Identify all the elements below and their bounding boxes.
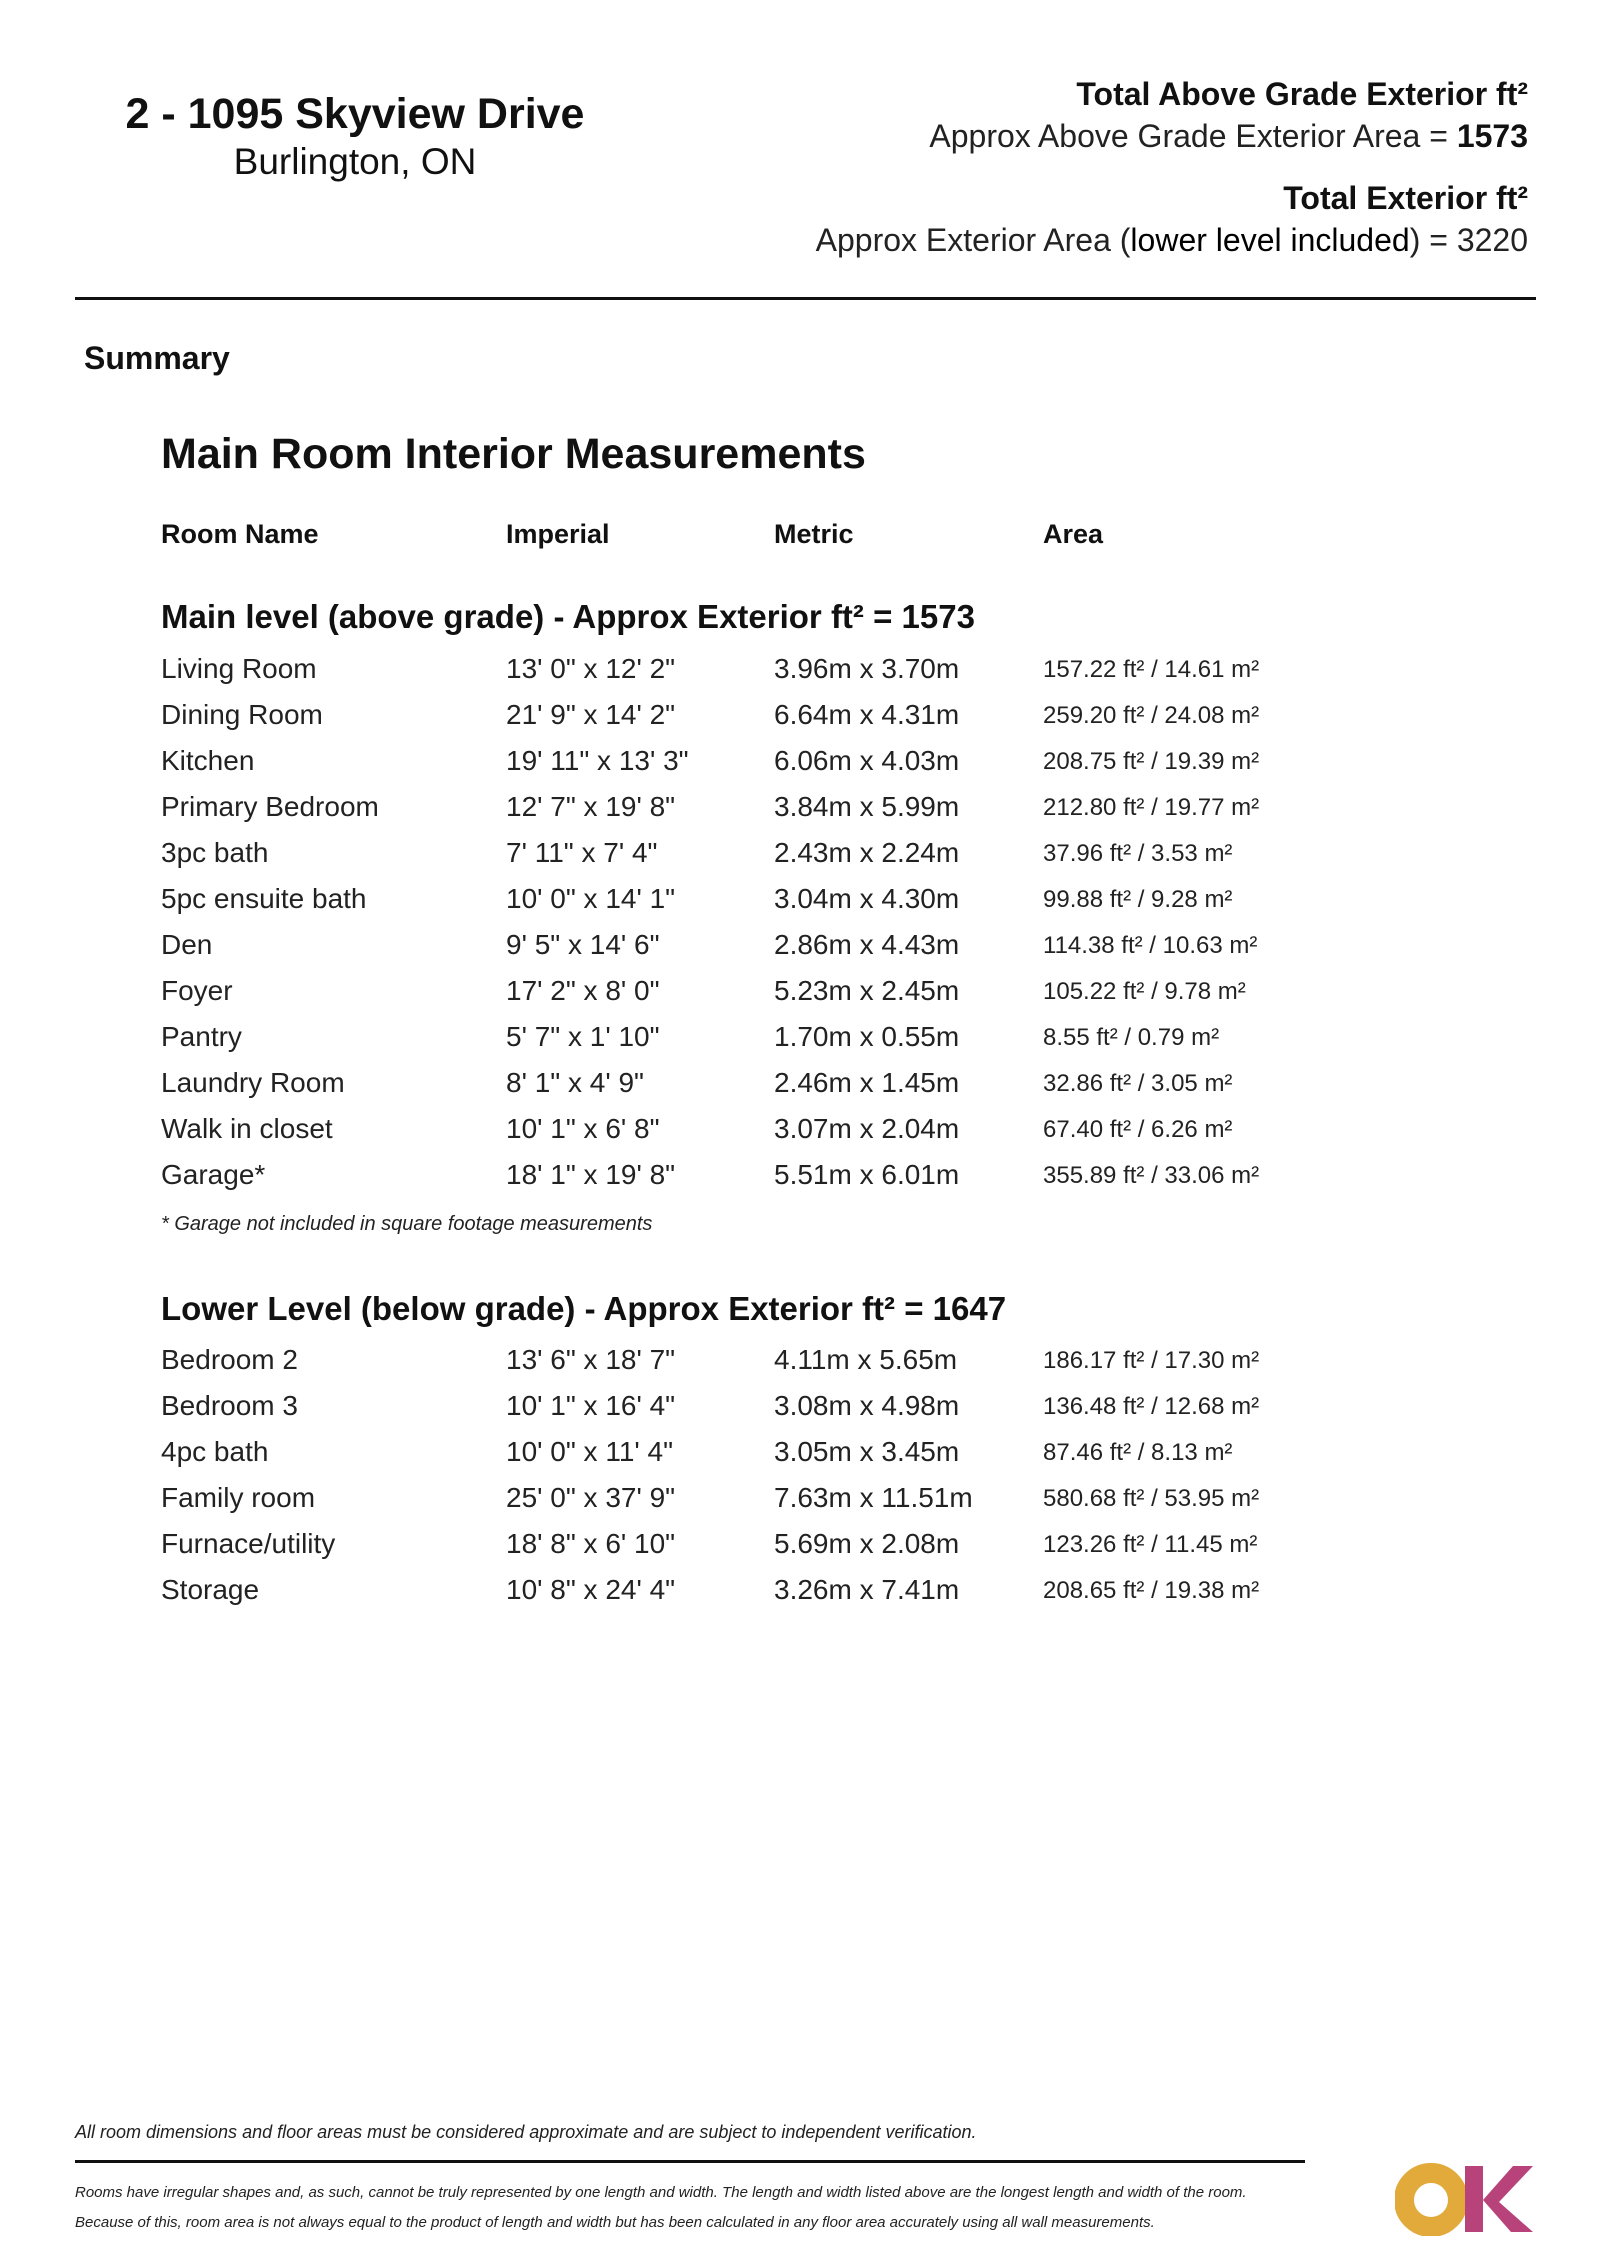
table-row <box>161 883 1361 929</box>
garage-note: * Garage not included in square footage measurements <box>161 1213 653 1235</box>
fine-print-1: Rooms have irregular shapes and, as such, cannot be truly represented by one length and width. The length and width listed above are the longest length and width of the room. <box>75 2184 1247 2201</box>
room-name: 5pc ensuite bath <box>161 883 367 914</box>
room-imperial: 8' 1" x 4' 9" <box>506 1067 644 1098</box>
room-metric: 3.08m x 4.98m <box>774 1390 960 1421</box>
room-name: Den <box>161 929 213 960</box>
table-row <box>161 1021 1361 1067</box>
total-label-pre: Approx Exterior Area ( <box>815 222 1131 258</box>
room-imperial: 10' 0" x 14' 1" <box>506 883 676 914</box>
area-totals <box>816 74 1528 262</box>
total-label-post: ) = 3220 <box>1409 222 1528 258</box>
room-name: Pantry <box>161 1021 242 1052</box>
room-imperial: 13' 6" x 18' 7" <box>506 1344 676 1375</box>
logo-k-stem <box>1465 2166 1483 2232</box>
room-metric: 3.04m x 4.30m <box>774 883 960 914</box>
property-address: 2 - 1095 Skyview Drive <box>125 90 585 138</box>
room-imperial: 9' 5" x 14' 6" <box>506 929 660 960</box>
table-row <box>161 1067 1361 1113</box>
room-metric: 6.64m x 4.31m <box>774 699 960 730</box>
footer-divider <box>75 2160 1305 2163</box>
room-imperial: 10' 0" x 11' 4" <box>506 1436 674 1467</box>
room-name: 3pc bath <box>161 837 269 868</box>
room-metric: 7.63m x 11.51m <box>774 1482 973 1513</box>
room-area: 259.20 ft² / 24.08 m² <box>1043 702 1260 729</box>
room-metric: 2.43m x 2.24m <box>774 837 960 868</box>
table-row <box>161 1482 1361 1528</box>
room-name: Walk in closet <box>161 1113 333 1144</box>
room-area: 186.17 ft² / 17.30 m² <box>1043 1347 1260 1374</box>
room-metric: 3.26m x 7.41m <box>774 1574 960 1605</box>
room-metric: 1.70m x 0.55m <box>774 1021 960 1052</box>
room-name: Bedroom 2 <box>161 1344 298 1375</box>
room-imperial: 10' 1" x 6' 8" <box>506 1113 660 1144</box>
room-name: Bedroom 3 <box>161 1390 298 1421</box>
room-area: 87.46 ft² / 8.13 m² <box>1043 1439 1233 1466</box>
table-row <box>161 1344 1361 1390</box>
property-city: Burlington, ON <box>233 141 477 182</box>
room-imperial: 21' 9" x 14' 2" <box>506 699 676 730</box>
room-area: 580.68 ft² / 53.95 m² <box>1043 1485 1260 1512</box>
page-title: Main Room Interior Measurements <box>161 430 866 478</box>
above-grade-label: Approx Above Grade Exterior Area = <box>929 118 1457 154</box>
room-name: Family room <box>161 1482 316 1513</box>
property-header <box>80 88 630 184</box>
table-row <box>161 1390 1361 1436</box>
logo-k-arms <box>1483 2166 1533 2232</box>
room-metric: 5.23m x 2.45m <box>774 975 960 1006</box>
section-title-main-level: Main level (above grade) - Approx Exterior ft² = 1573 <box>161 598 975 635</box>
room-imperial: 13' 0" x 12' 2" <box>506 653 676 684</box>
column-header-area: Area <box>1043 519 1104 549</box>
room-imperial: 19' 11" x 13' 3" <box>506 745 689 776</box>
room-metric: 3.84m x 5.99m <box>774 791 960 822</box>
room-area: 208.65 ft² / 19.38 m² <box>1043 1577 1260 1604</box>
room-imperial: 17' 2" x 8' 0" <box>506 975 660 1006</box>
room-imperial: 25' 0" x 37' 9" <box>506 1482 676 1513</box>
room-area: 67.40 ft² / 6.26 m² <box>1043 1116 1233 1143</box>
room-area: 114.38 ft² / 10.63 m² <box>1043 932 1258 959</box>
room-area: 32.86 ft² / 3.05 m² <box>1043 1070 1233 1097</box>
table-row <box>161 699 1361 745</box>
above-grade-value: 1573 <box>1456 118 1528 154</box>
column-header-room: Room Name <box>161 519 319 549</box>
table-row <box>161 1436 1361 1482</box>
room-area: 208.75 ft² / 19.39 m² <box>1043 748 1260 775</box>
header-divider <box>75 297 1536 300</box>
room-area: 37.96 ft² / 3.53 m² <box>1043 840 1233 867</box>
column-header-imperial: Imperial <box>506 519 610 549</box>
room-metric: 3.07m x 2.04m <box>774 1113 960 1144</box>
room-name: Dining Room <box>161 699 323 730</box>
room-imperial: 7' 11" x 7' 4" <box>506 837 658 868</box>
room-area: 99.88 ft² / 9.28 m² <box>1043 886 1233 913</box>
room-metric: 4.11m x 5.65m <box>774 1344 958 1375</box>
table-row <box>161 1113 1361 1159</box>
table-row <box>161 791 1361 837</box>
room-metric: 5.69m x 2.08m <box>774 1528 960 1559</box>
room-name: Furnace/utility <box>161 1528 336 1559</box>
room-name: Foyer <box>161 975 233 1006</box>
fine-print-2: Because of this, room area is not always equal to the product of length and width but has been calculated in any floor area accurately using all wall measurements. <box>75 2214 1155 2231</box>
table-row <box>161 653 1361 699</box>
room-imperial: 18' 1" x 19' 8" <box>506 1159 676 1190</box>
table-row <box>161 975 1361 1021</box>
room-area: 157.22 ft² / 14.61 m² <box>1043 656 1260 683</box>
room-name: 4pc bath <box>161 1436 269 1467</box>
room-metric: 2.46m x 1.45m <box>774 1067 960 1098</box>
total-label-bold: lower level included <box>1130 222 1410 258</box>
column-header-metric: Metric <box>774 519 854 549</box>
room-name: Kitchen <box>161 745 255 776</box>
logo-o-shape <box>1404 2173 1458 2227</box>
section-title-lower-level: Lower Level (below grade) - Approx Exterior ft² = 1647 <box>161 1290 1007 1327</box>
room-imperial: 12' 7" x 19' 8" <box>506 791 676 822</box>
room-area: 105.22 ft² / 9.78 m² <box>1043 978 1246 1005</box>
room-imperial: 10' 8" x 24' 4" <box>506 1574 676 1605</box>
room-name: Living Room <box>161 653 317 684</box>
room-area: 355.89 ft² / 33.06 m² <box>1043 1162 1260 1189</box>
ok-logo <box>1395 2160 1535 2236</box>
room-metric: 2.86m x 4.43m <box>774 929 960 960</box>
disclaimer: All room dimensions and floor areas must be considered approximate and are subject to independent verification. <box>75 2122 977 2142</box>
room-imperial: 5' 7" x 1' 10" <box>506 1021 660 1052</box>
room-name: Laundry Room <box>161 1067 345 1098</box>
above-grade-title: Total Above Grade Exterior ft² <box>1076 76 1528 112</box>
room-metric: 3.05m x 3.45m <box>774 1436 960 1467</box>
total-exterior-title: Total Exterior ft² <box>1283 180 1528 216</box>
room-metric: 5.51m x 6.01m <box>774 1159 960 1190</box>
room-area: 136.48 ft² / 12.68 m² <box>1043 1393 1260 1420</box>
room-area: 8.55 ft² / 0.79 m² <box>1043 1024 1220 1051</box>
room-name: Primary Bedroom <box>161 791 379 822</box>
above-grade-area <box>816 114 1528 158</box>
table-row <box>161 745 1361 791</box>
table-row <box>161 1159 1361 1205</box>
room-name: Garage* <box>161 1159 266 1190</box>
table-row <box>161 929 1361 975</box>
room-area: 212.80 ft² / 19.77 m² <box>1043 794 1260 821</box>
room-imperial: 18' 8" x 6' 10" <box>506 1528 676 1559</box>
room-imperial: 10' 1" x 16' 4" <box>506 1390 676 1421</box>
table-row <box>161 1528 1361 1574</box>
room-name: Storage <box>161 1574 260 1605</box>
total-exterior-area <box>816 218 1528 262</box>
room-metric: 3.96m x 3.70m <box>774 653 960 684</box>
table-row <box>161 1574 1361 1620</box>
table-row <box>161 837 1361 883</box>
room-area: 123.26 ft² / 11.45 m² <box>1043 1531 1258 1558</box>
room-metric: 6.06m x 4.03m <box>774 745 960 776</box>
summary-heading: Summary <box>84 340 230 376</box>
